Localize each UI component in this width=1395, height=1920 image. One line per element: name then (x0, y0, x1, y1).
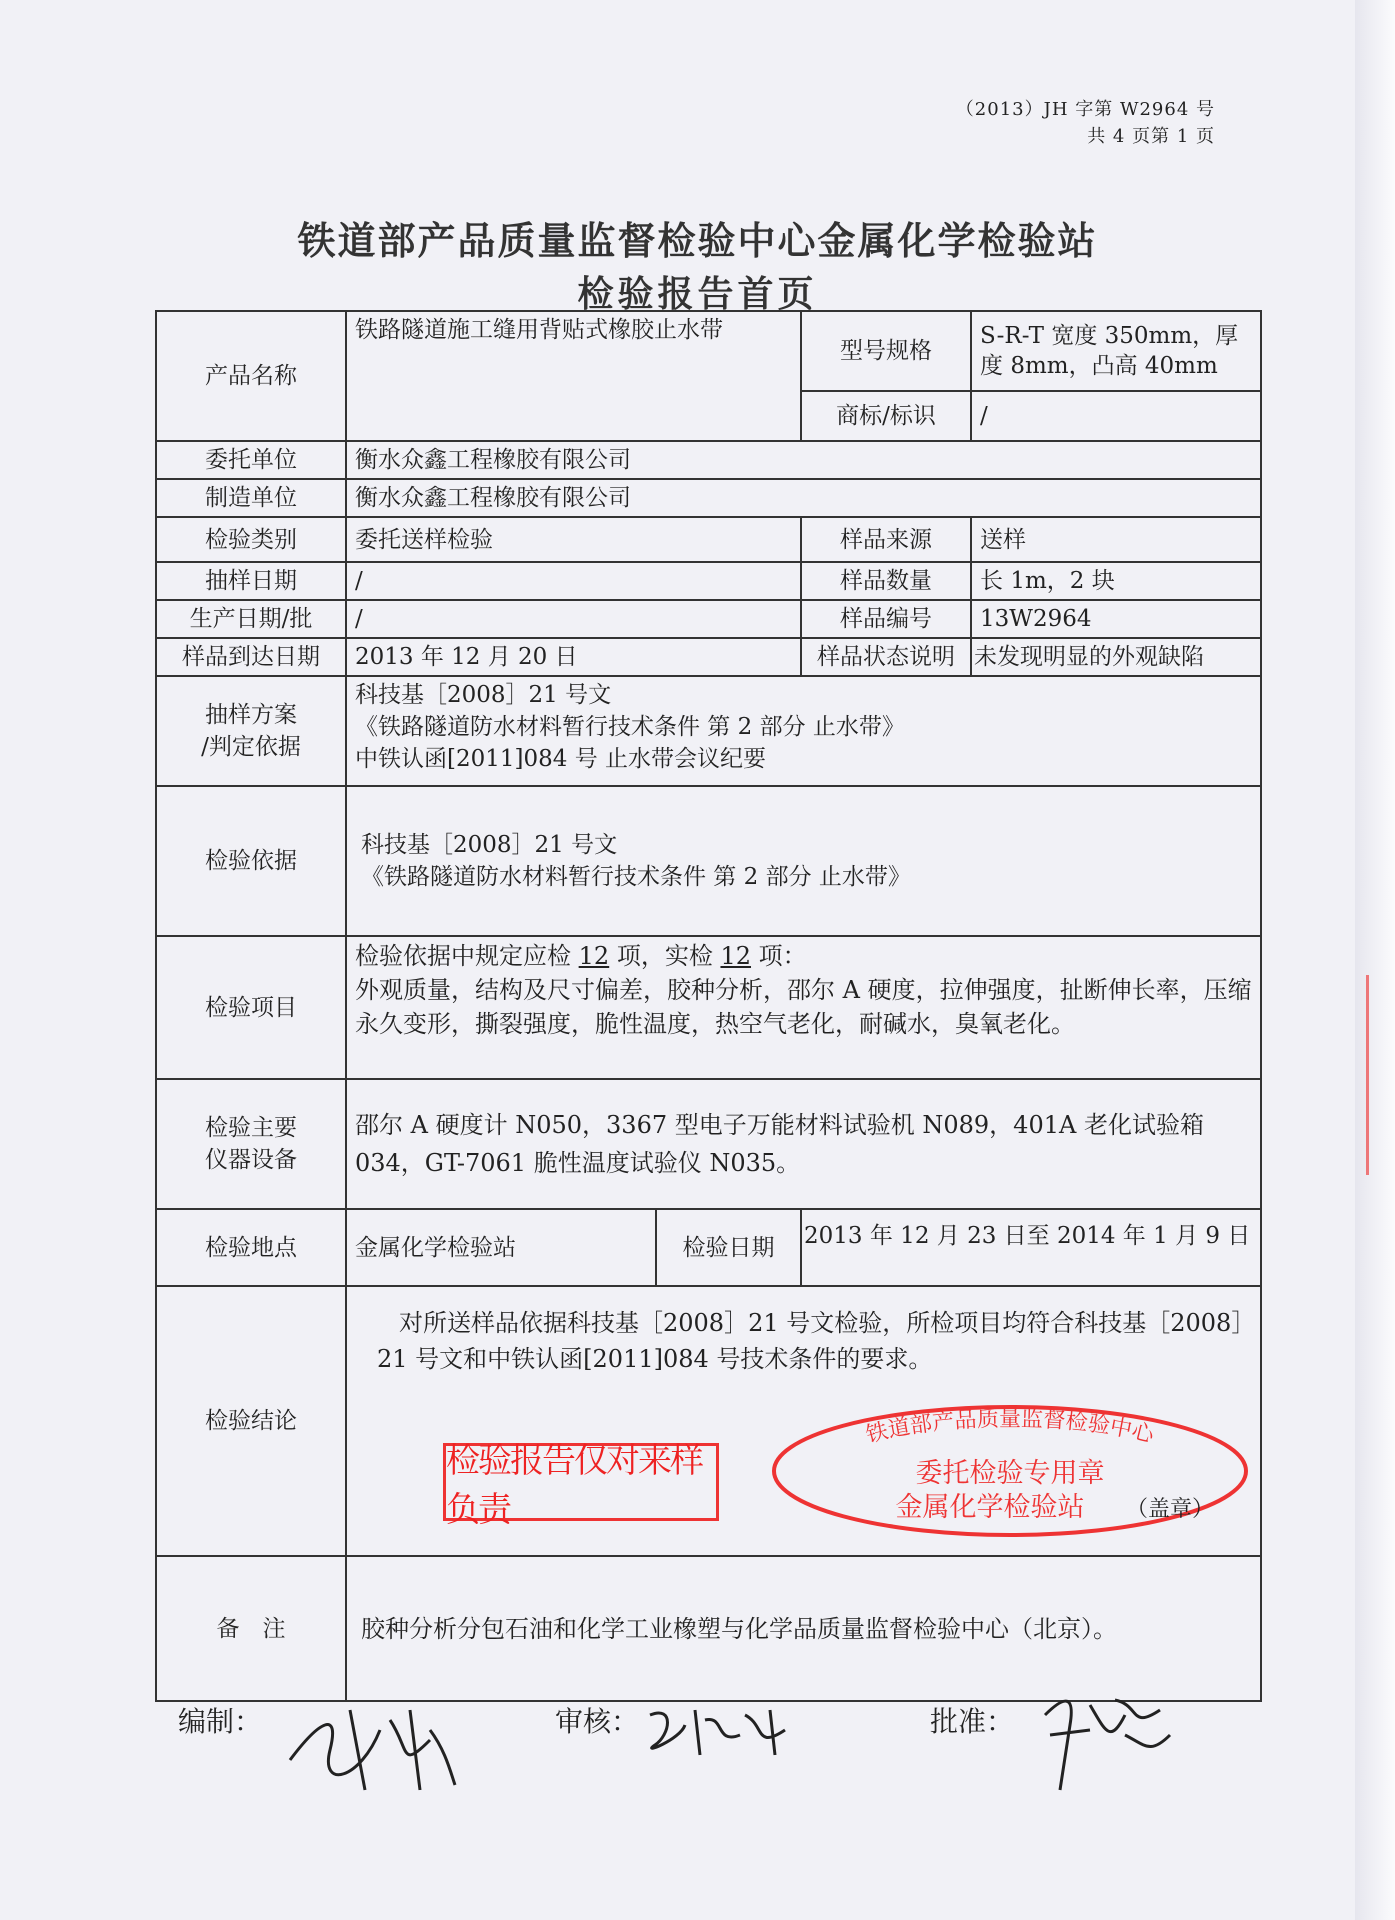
sampling-date-label: 抽样日期 (156, 562, 346, 600)
sampling-date-value: / (346, 562, 801, 600)
inspection-date-value: 2013 年 12 月 23 日至 2014 年 1 月 9 日 (801, 1209, 1261, 1286)
production-batch-value: / (346, 600, 801, 638)
product-name-label: 产品名称 (156, 311, 346, 441)
text-line: 中铁认函[2011]084 号 止水带会议纪要 (355, 746, 767, 772)
document-title: 铁道部产品质量监督检验中心金属化学检验站 (297, 219, 1098, 263)
report-reference (956, 96, 1215, 150)
manufacturer-label: 制造单位 (156, 479, 346, 517)
text: 检验依据中规定应检 (355, 942, 571, 970)
sample-qty-label: 样品数量 (801, 562, 971, 600)
prepared-by-label: 编制： (178, 1705, 263, 1738)
trademark-label: 商标/标识 (801, 391, 971, 441)
sample-qty-value: 长 1m，2 块 (971, 562, 1261, 600)
product-name-value: 铁路隧道施工缝用背贴式橡胶止水带 (346, 311, 801, 441)
model-value: S-R-T 宽度 350mm，厚度 8mm，凸高 40mm (971, 311, 1261, 391)
items-list: 外观质量，结构及尺寸偏差，胶种分析，邵尔 A 硬度，拉伸强度，扯断伸长率，压缩永久变形，撕裂强度，脆性温度，热空气老化，耐碱水，臭氧老化。 (355, 976, 1252, 1038)
report-number: （2013）JH 字第 W2964 号 (955, 99, 1215, 120)
arrival-date-label: 样品到达日期 (156, 638, 346, 676)
seal-line1: 委托检验专用章 (915, 1458, 1105, 1489)
sample-only-stamp: 检验报告仅对来样负责 (443, 1443, 719, 1521)
prepared-signature (280, 1690, 460, 1800)
seal-ring-text: 铁道部产品质量监督检验中心 (863, 1407, 1157, 1449)
inspection-type-value: 委托送样检验 (346, 517, 801, 562)
text-line: 《铁路隧道防水材料暂行技术条件 第 2 部分 止水带》 (361, 864, 911, 890)
count-actual: 12 (720, 942, 752, 970)
remarks-value: 胶种分析分包石油和化学工业橡塑与化学品质量监督检验中心（北京）。 (346, 1556, 1261, 1701)
model-label: 型号规格 (801, 311, 971, 391)
arrival-date-value: 2013 年 12 月 20 日 (346, 638, 801, 676)
document-subtitle: 检验报告首页 (577, 274, 818, 315)
items-value (346, 936, 1261, 1079)
official-seal (770, 1404, 1250, 1538)
sample-state-value: 未发现明显的外观缺陷 (971, 638, 1261, 676)
location-value: 金属化学检验站 (346, 1209, 656, 1286)
client-value: 衡水众鑫工程橡胶有限公司 (346, 441, 1261, 479)
items-label: 检验项目 (156, 936, 346, 1079)
conclusion-value: 对所送样品依据科技基［2008］21 号文检验，所检项目均符合科技基［2008］21 号文和中铁认函[2011]084 号技术条件的要求。 (346, 1286, 1261, 1556)
client-label: 委托单位 (156, 441, 346, 479)
approved-signature (1030, 1675, 1180, 1795)
partial-stamp-mark (1366, 975, 1383, 1175)
location-label: 检验地点 (156, 1209, 346, 1286)
sampling-plan-value (346, 676, 1261, 786)
sample-source-label: 样品来源 (801, 517, 971, 562)
inspection-date-label: 检验日期 (656, 1209, 801, 1286)
manufacturer-value: 衡水众鑫工程橡胶有限公司 (346, 479, 1261, 517)
items-intro (355, 939, 1252, 973)
text-line: 科技基［2008］21 号文 (361, 832, 618, 858)
text-line: 《铁路隧道防水材料暂行技术条件 第 2 部分 止水带》 (355, 714, 905, 740)
equipment-value: 邵尔 A 硬度计 N050，3367 型电子万能材料试验机 N089，401A 老化试验箱 034，GT-7061 脆性温度试验仪 N035。 (346, 1079, 1261, 1209)
text: 项： (758, 942, 807, 970)
conclusion-label: 检验结论 (156, 1286, 346, 1556)
seal-line2: 金属化学检验站 (895, 1492, 1085, 1523)
label-line: 抽样方案 (205, 702, 297, 728)
sample-no-value: 13W2964 (971, 600, 1261, 638)
label-line: /判定依据 (201, 734, 301, 760)
inspection-type-label: 检验类别 (156, 517, 346, 562)
page-info: 共 4 页第 1 页 (1087, 126, 1215, 147)
seal-note: （盖章） (1125, 1497, 1215, 1522)
label-line: 仪器设备 (205, 1147, 297, 1173)
basis-label: 检验依据 (156, 786, 346, 936)
sample-source-value: 送样 (971, 517, 1261, 562)
sample-no-label: 样品编号 (801, 600, 971, 638)
text: 项，实检 (616, 942, 713, 970)
production-batch-label: 生产日期/批 (156, 600, 346, 638)
basis-value (346, 786, 1261, 936)
sample-state-label: 样品状态说明 (801, 638, 971, 676)
trademark-value: / (971, 391, 1261, 441)
remarks-label: 备 注 (156, 1556, 346, 1701)
text-line: 科技基［2008］21 号文 (355, 682, 612, 708)
count-required: 12 (578, 942, 610, 970)
label-line: 检验主要 (205, 1115, 297, 1141)
equipment-label (156, 1079, 346, 1209)
sampling-plan-label (156, 676, 346, 786)
reviewed-by-label: 审核： (555, 1705, 640, 1738)
approved-by-label: 批准： (930, 1705, 1015, 1738)
reviewed-signature (645, 1695, 805, 1765)
